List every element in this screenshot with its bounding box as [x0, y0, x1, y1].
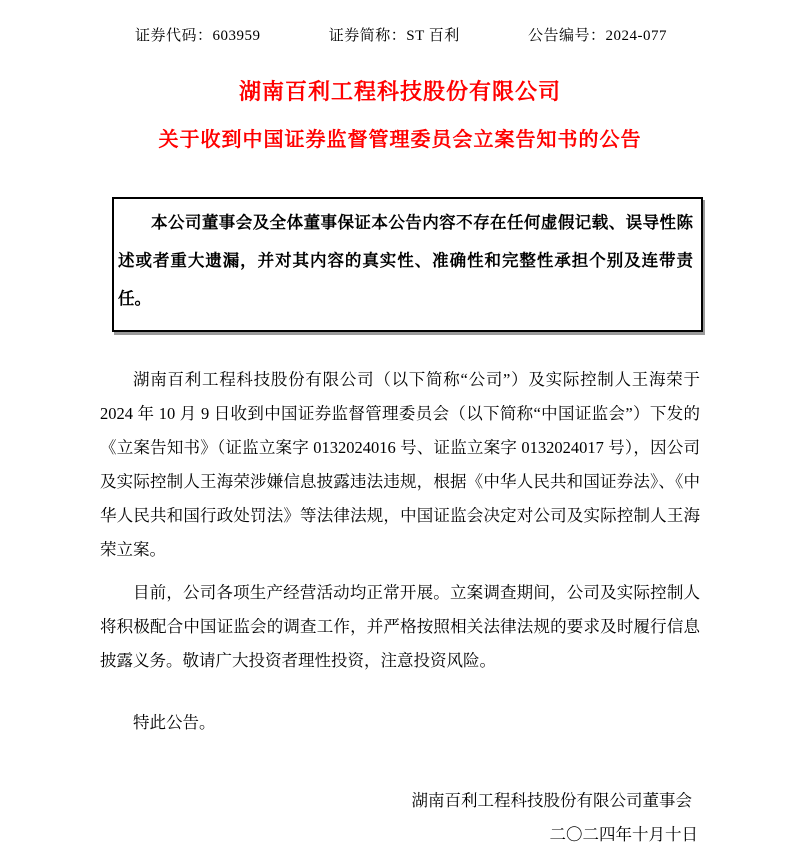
securities-info-header — [135, 24, 667, 45]
company-title: 湖南百利工程科技股份有限公司 — [238, 79, 561, 104]
signature-company: 湖南百利工程科技股份有限公司董事会 — [411, 791, 692, 810]
announcement-body — [100, 363, 700, 740]
body-paragraph-2: 目前，公司各项生产经营活动均正常开展。立案调查期间，公司及实际控制人将积极配合中国证监会的调查工作，并严格按照相关法律法规的要求及时履行信息披露义务。敬请广大投资者理性投资，注意投资风险。 — [100, 583, 700, 670]
body-paragraph-1: 湖南百利工程科技股份有限公司（以下简称“公司”）及实际控制人王海荣于2024 年 10 月 9 日收到中国证券监督管理委员会（以下简称“中国证监会”）下发的《立案告知书》（证监立案字 0132024016 号、证监立案字 0132024017 号），因公司及实际控制人王海荣涉嫌信息披露违法违规，根据《中华人民共和国证券法》、《中华人民共和国行政处罚法》等法律法规，中国证监会决定对公司及实际控制人王海荣立案。 — [100, 370, 700, 559]
announcement-document — [0, 24, 800, 844]
stock-short-name: 证券简称：ST 百利 — [328, 28, 460, 44]
announcement-number: 公告编号：2024-077 — [527, 28, 667, 44]
signature-block — [0, 784, 800, 852]
signature-date: 二〇二四年十月十日 — [549, 825, 698, 844]
closing-statement: 特此公告。 — [133, 713, 216, 732]
board-declaration-box — [112, 197, 703, 332]
stock-code: 证券代码：603959 — [135, 28, 261, 44]
announcement-title: 关于收到中国证券监督管理委员会立案告知书的公告 — [158, 129, 642, 151]
board-declaration-text: 本公司董事会及全体董事保证本公告内容不存在任何虚假记载、误导性陈述或者重大遗漏，并对其内容的真实性、准确性和完整性承担个别及连带责任。 — [118, 213, 693, 308]
